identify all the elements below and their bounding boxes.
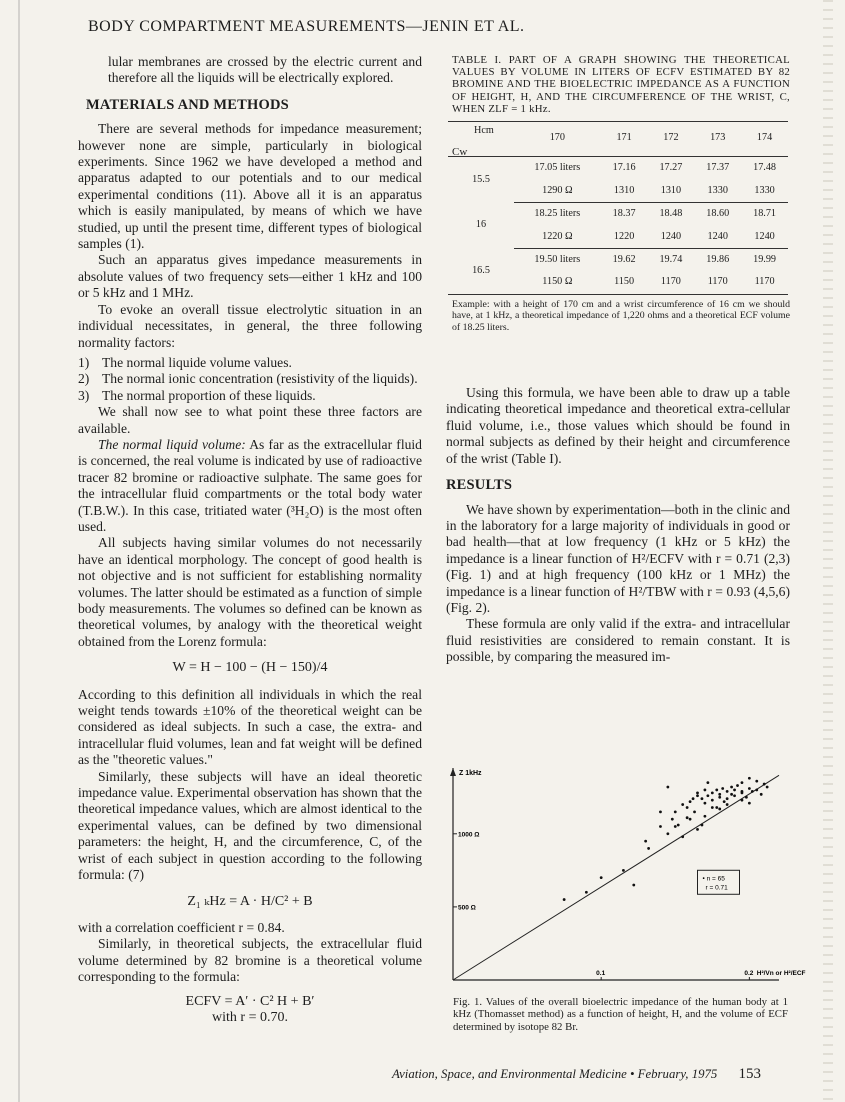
table-row bbox=[448, 203, 788, 226]
data-point bbox=[748, 802, 751, 805]
paragraph: Similarly, these subjects will have an ideal theoretic impedance value. Experimental observation has shown that the theoretical impedance values, which are almost identical to the experimental values, can be defined by two dimensional parameters: the height, H, and the circumference, C, of the wrist of each subject in question according to the following formula: (7) bbox=[78, 768, 422, 883]
table-header-cell: 172 bbox=[648, 122, 695, 157]
table-cell: 1290 Ω bbox=[542, 184, 573, 196]
paragraph: Such an apparatus gives impedance measurements in absolute values of two frequency sets—either 1 kHz and 100 or 5 kHz and 1 MHz. bbox=[78, 252, 422, 301]
x-axis-label: H²/Vn or H²/ECF bbox=[756, 970, 806, 977]
data-point bbox=[711, 791, 714, 794]
paragraph bbox=[78, 437, 422, 535]
figure-caption: Fig. 1. Values of the overall bioelectric impedance of the human body at 1 kHz (Thomasset method) as a function of height, H, and the volume of ECF determined by isotope 82 Br. bbox=[453, 996, 788, 1033]
regression-line bbox=[453, 775, 779, 980]
table-example-note: Example: with a height of 170 cm and a wrist circumference of 16 cm we should have, at 1 kHz, a theoretical impedance of 1,220 ohms and a theoretical ECF volume of 18.25 liters. bbox=[452, 298, 790, 333]
wrist-axis-label: Cw bbox=[452, 146, 468, 159]
data-point bbox=[689, 818, 692, 821]
figure-1 bbox=[449, 760, 806, 986]
data-point bbox=[659, 825, 662, 828]
data-point bbox=[671, 818, 674, 821]
data-point bbox=[730, 786, 733, 789]
data-point bbox=[666, 786, 669, 789]
table-header-row bbox=[448, 122, 788, 157]
table-cell: 1330 bbox=[707, 184, 728, 196]
lorenz-formula: W = H − 100 − (H − 150)/4 bbox=[172, 660, 328, 676]
data-point bbox=[763, 783, 766, 786]
data-point bbox=[748, 787, 751, 790]
left-column bbox=[78, 54, 422, 1026]
data-point bbox=[715, 789, 718, 792]
data-point bbox=[704, 815, 707, 818]
table-cell: 18.60 bbox=[694, 203, 741, 226]
data-point bbox=[681, 803, 684, 806]
impedance-formula: Z₁ ₖHz = A · H/C² + B bbox=[187, 893, 313, 909]
paragraph: There are several methods for impedance measurement; however none are simple, particularly in biological experiments. Since 1962 we have developed a method and apparatus adapted to our potentials and to our medical experimental conditions (11). Above all it is an apparatus which is easily manipulated, by means of which we have studied, up until the present time, different types of biological samples (1). bbox=[78, 121, 422, 252]
wrist-value-cell: 16.5 bbox=[472, 265, 490, 276]
data-point bbox=[755, 789, 758, 792]
scatter-chart bbox=[449, 760, 806, 986]
table-header-cell: 173 bbox=[694, 122, 741, 157]
data-point bbox=[718, 793, 721, 796]
data-point bbox=[706, 794, 709, 797]
section-heading-results: RESULTS bbox=[446, 477, 513, 494]
data-point bbox=[733, 794, 736, 797]
data-point bbox=[718, 808, 721, 811]
table-cell: 1330 bbox=[754, 184, 775, 196]
list-item bbox=[78, 371, 422, 387]
table-cell: 1310 bbox=[660, 184, 682, 196]
paragraph: with a correlation coefficient r = 0.84. bbox=[78, 919, 285, 935]
table-cell: 18.48 bbox=[648, 203, 695, 226]
normality-factors-list bbox=[78, 355, 422, 404]
data-point bbox=[681, 835, 684, 838]
table-cell: 1170 bbox=[707, 276, 728, 288]
legend-box bbox=[698, 870, 740, 894]
data-point bbox=[696, 791, 699, 794]
paragraph: To evoke an overall tissue electrolytic situation in an individual necessitates, in general, the three following normality factors: bbox=[78, 301, 422, 350]
table-cell: 1240 bbox=[754, 230, 775, 242]
data-point bbox=[585, 891, 588, 894]
table-cell: 17.16 bbox=[601, 157, 648, 180]
y-axis-label: Z 1kHz bbox=[459, 770, 482, 777]
data-point bbox=[715, 806, 718, 809]
data-point bbox=[721, 787, 724, 790]
table-cell: 1150 Ω bbox=[542, 276, 573, 288]
scan-edge-left bbox=[18, 0, 20, 1102]
page-number: 153 bbox=[738, 1066, 761, 1082]
data-point bbox=[730, 793, 733, 796]
legend-entry: r = 0.71 bbox=[705, 884, 728, 892]
data-point bbox=[647, 847, 650, 850]
data-point bbox=[748, 777, 751, 780]
x-tick-label: 0.1 bbox=[596, 970, 606, 977]
height-axis-label: Hcm bbox=[474, 125, 494, 137]
data-point bbox=[736, 784, 739, 787]
table-cell: 1170 bbox=[660, 276, 681, 288]
paragraph: These formula are only valid if the extra- and intracellular fluid resistivities are considered to remain constant. It is possible, by comparing the measured im- bbox=[446, 616, 790, 665]
table-row bbox=[448, 249, 788, 272]
data-point bbox=[726, 803, 729, 806]
data-point bbox=[644, 840, 647, 843]
data-point bbox=[711, 799, 714, 802]
table-cell: 19.99 bbox=[741, 249, 788, 272]
right-column bbox=[446, 54, 790, 666]
data-point bbox=[711, 806, 714, 809]
data-point bbox=[704, 789, 707, 792]
table-cell: 19.74 bbox=[648, 249, 695, 272]
data-point bbox=[666, 832, 669, 835]
table-cell: 1220 Ω bbox=[542, 230, 573, 242]
data-point bbox=[693, 810, 696, 813]
table-cell: 1240 bbox=[660, 230, 682, 242]
data-point bbox=[689, 800, 692, 803]
paragraph-text: As far as the extracellular fluid is concerned, the real volume is indicated by use of radioactive tracer 82 bromine or radioactive sulphate. The same goes for the intracellular fluid compartments or the total body water (T.B.W.). In this case, tritiated water (³H₂O) is the most often used. bbox=[78, 436, 422, 534]
y-tick-label: 1000 Ω bbox=[458, 831, 480, 839]
table-header-cell: 174 bbox=[741, 122, 788, 157]
x-tick-label: 0.2 bbox=[744, 970, 754, 977]
data-point bbox=[745, 796, 748, 799]
list-number: 3) bbox=[78, 387, 90, 403]
table-header-cell: 171 bbox=[601, 122, 648, 157]
data-point bbox=[563, 898, 566, 901]
table-cell: 18.37 bbox=[601, 203, 648, 226]
list-text: The normal liquide volume values. bbox=[102, 354, 292, 370]
data-points bbox=[563, 777, 769, 901]
table-cell: 17.05 liters bbox=[514, 157, 601, 180]
table-caption: TABLE I. PART OF A GRAPH SHOWING THE THEORETICAL VALUES BY VOLUME IN LITERS OF ECFV ESTIMATED BY 82 BROMINE AND THE BIOELECTRIC IMPEDANCE AS A FUNCTION OF HEIGHT, H, AND THE CIRCUMFERENCE OF THE WRIST, C, WHEN ZLF = 1 kHz. bbox=[452, 54, 790, 115]
table-cell: 18.25 liters bbox=[514, 203, 601, 226]
list-number: 2) bbox=[78, 371, 90, 387]
table-cell: 17.48 bbox=[741, 157, 788, 180]
paragraph: According to this definition all individuals in which the real weight tends towards ±10% of the theoretical weight can be considered as ideal subjects. In such a case, the extra- and intracellular fluid volumes, lean and fat weight will be defined as the "theoretic values." bbox=[78, 686, 422, 768]
data-point bbox=[674, 825, 677, 828]
data-point bbox=[704, 802, 707, 805]
table-theoretical-values bbox=[448, 121, 788, 295]
wrist-value-cell: 16 bbox=[475, 219, 487, 231]
data-point bbox=[706, 781, 709, 784]
paragraph: We have shown by experimentation—both in the clinic and in the laboratory for a large majority of individuals in good or bad health—that at low frequency (1 kHz or 5 kHz) the impedance is a linear function of H²/ECFV with r = 0.71 (2,3) (Fig. 1) and at high frequency (100 kHz or 1 MHz) the impedance is a linear function of H²/TBW with r = 0.93 (4,5,6) (Fig. 2). bbox=[446, 501, 790, 615]
data-point bbox=[701, 824, 704, 827]
paragraph: All subjects having similar volumes do not necessarily have an identical morphology. The concept of good health is not objective and is not sufficient for establishing normality volumes. The latter should be estimated as a function of simple body measurements. The volumes so defined can be known as theoretical volumes, by analogy with the theoretical weight obtained from the Lorenz formula: bbox=[78, 535, 422, 649]
paragraph: We shall now see to what point these three factors are available. bbox=[78, 404, 422, 436]
table-cell: 18.71 bbox=[741, 203, 788, 226]
data-point bbox=[701, 797, 704, 800]
data-point bbox=[622, 869, 625, 872]
data-point bbox=[600, 876, 603, 879]
table-cell: 17.37 bbox=[694, 157, 741, 180]
table-row bbox=[448, 157, 788, 180]
list-text: The normal ionic concentration (resistivity of the liquids). bbox=[102, 371, 418, 387]
y-tick-label: 500 Ω bbox=[458, 904, 476, 912]
x-ticks bbox=[596, 970, 754, 980]
italic-lead: The normal liquid volume: bbox=[98, 436, 246, 452]
data-point bbox=[723, 800, 726, 803]
intro-paragraph: lular membranes are crossed by the electric current and therefore all the liquids will be electrically explored. bbox=[108, 54, 422, 86]
data-point bbox=[726, 790, 729, 793]
data-point bbox=[659, 810, 662, 813]
table-cell: 1240 bbox=[707, 230, 728, 242]
data-point bbox=[741, 781, 744, 784]
paragraph: Using this formula, we have been able to draw up a table indicating theoretical impedance and theoretical extra-cellular fluid volume, i.e., those values which should be found in normal subjects as defined by their height and circumference of the wrist (Table I). bbox=[446, 385, 790, 466]
data-point bbox=[696, 794, 699, 797]
data-point bbox=[674, 810, 677, 813]
table-corner bbox=[448, 122, 514, 157]
running-header: BODY COMPARTMENT MEASUREMENTS—JENIN ET AL. bbox=[88, 18, 525, 35]
data-point bbox=[741, 799, 744, 802]
data-point bbox=[741, 790, 744, 793]
data-point bbox=[692, 797, 695, 800]
table-cell: 19.62 bbox=[601, 249, 648, 272]
paragraph: Similarly, in theoretical subjects, the extracellular fluid volume determined by 82 bromine is a theoretical volume corresponding to the formula: bbox=[78, 936, 422, 985]
list-item bbox=[78, 355, 422, 371]
data-point bbox=[632, 884, 635, 887]
table-cell: 1150 bbox=[614, 276, 635, 288]
table-cell: 19.50 liters bbox=[514, 249, 601, 272]
list-item bbox=[78, 388, 422, 404]
data-point bbox=[686, 816, 689, 819]
table-cell: 1170 bbox=[754, 276, 775, 288]
list-number: 1) bbox=[78, 354, 90, 370]
page-footer bbox=[392, 1066, 761, 1083]
table-cell: 17.27 bbox=[648, 157, 695, 180]
journal-citation: Aviation, Space, and Environmental Medicine • February, 1975 bbox=[392, 1067, 718, 1081]
data-point bbox=[760, 793, 763, 796]
scan-edge-right bbox=[823, 0, 833, 1102]
legend-entry: • n = 65 bbox=[702, 875, 725, 883]
wrist-value-cell: 15.5 bbox=[472, 173, 490, 185]
data-point bbox=[677, 824, 680, 827]
y-ticks bbox=[453, 831, 479, 911]
table-cell: 1220 bbox=[613, 230, 635, 242]
ecfv-correlation: with r = 0.70. bbox=[212, 1009, 288, 1025]
data-point bbox=[696, 828, 699, 831]
data-point bbox=[751, 790, 754, 793]
y-axis-arrow bbox=[450, 768, 456, 776]
table-cell: 1310 bbox=[613, 184, 635, 196]
data-point bbox=[718, 796, 721, 799]
table-header-cell: 170 bbox=[514, 122, 601, 157]
data-point bbox=[755, 780, 758, 783]
data-point bbox=[733, 789, 736, 792]
section-heading-materials: MATERIALS AND METHODS bbox=[86, 96, 289, 113]
ecfv-formula: ECFV = A′ · C² H + B′ bbox=[185, 993, 315, 1009]
list-text: The normal proportion of these liquids. bbox=[102, 387, 316, 403]
data-point bbox=[766, 786, 769, 789]
data-point bbox=[726, 797, 729, 800]
table-cell: 19.86 bbox=[694, 249, 741, 272]
data-point bbox=[686, 806, 689, 809]
